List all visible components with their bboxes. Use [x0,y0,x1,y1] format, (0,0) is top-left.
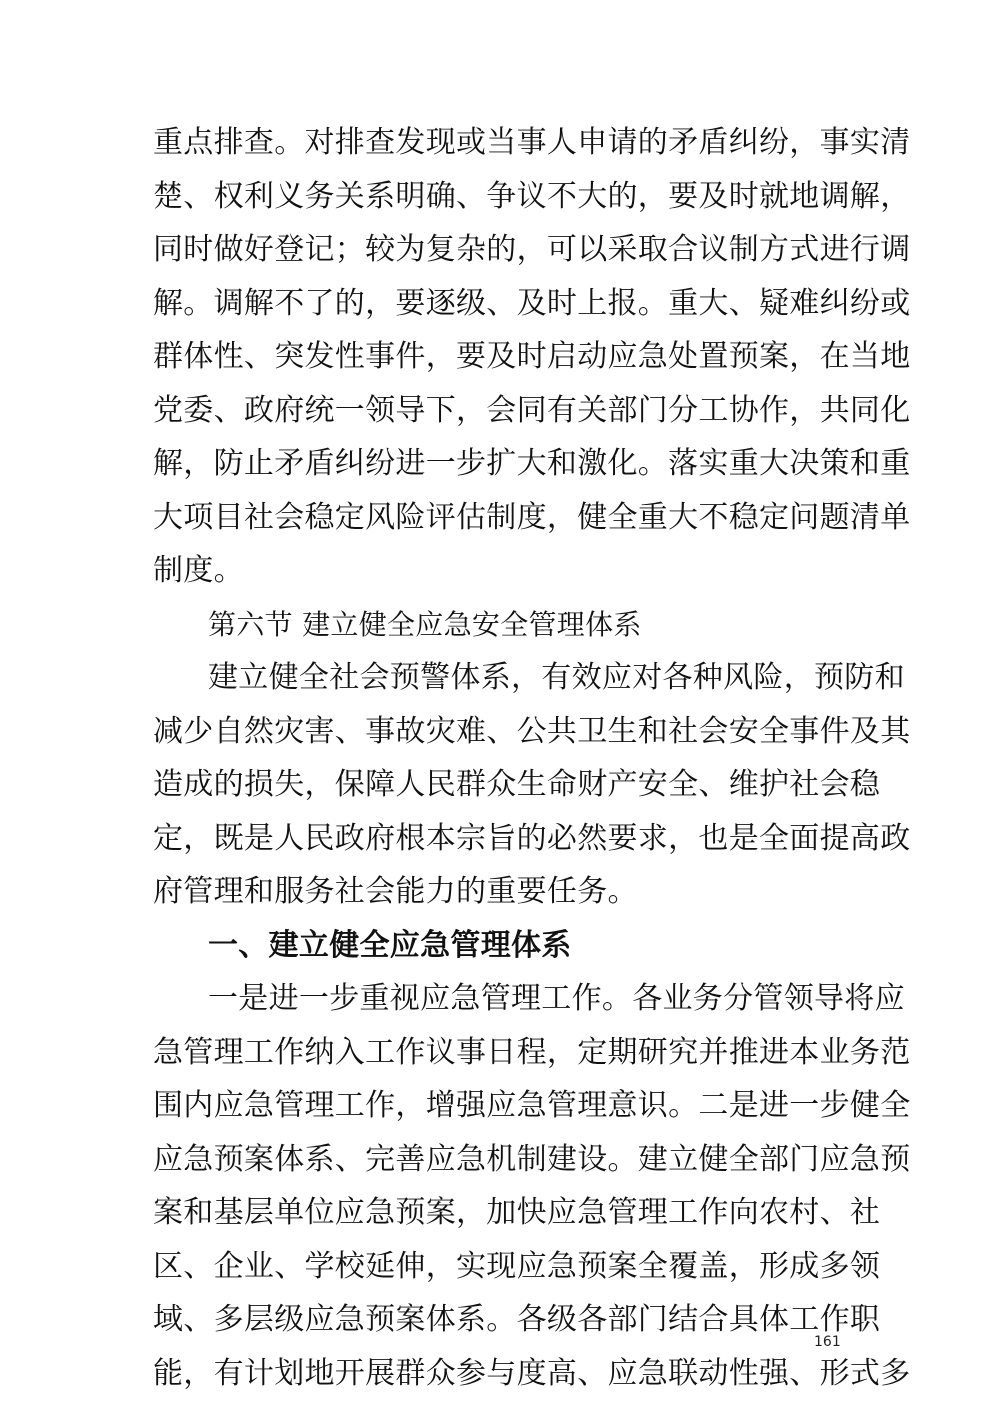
text-line: 解。调解不了的，要逐级、及时上报。重大、疑难纠纷或 [153,286,911,321]
text-line: 党委、政府统一领导下，会同有关部门分工协作，共同化 [153,393,911,428]
text-line: 重点排查。对排查发现或当事人申请的矛盾纠纷，事实清 [153,125,911,160]
text-line: 府管理和服务社会能力的重要任务。 [153,874,638,909]
page-number: 161 [814,1334,841,1350]
text-line: 建立健全社会预警体系，有效应对各种风险，预防和 [208,660,905,695]
subsection-heading: 一、建立健全应急管理体系 [208,928,572,963]
text-line: 减少自然灾害、事故灾难、公共卫生和社会安全事件及其 [153,714,911,749]
text-line: 定，既是人民政府根本宗旨的必然要求，也是全面提高政 [153,821,911,856]
text-line: 大项目社会稳定风险评估制度，健全重大不稳定问题清单 [153,500,911,535]
text-line: 急管理工作纳入工作议事日程，定期研究并推进本业务范 [153,1035,911,1070]
section-heading: 第六节 建立健全应急安全管理体系 [208,608,642,641]
text-line: 群体性、突发性事件，要及时启动应急处置预案，在当地 [153,339,911,374]
text-line: 制度。 [153,553,244,588]
text-line: 同时做好登记；较为复杂的，可以采取合议制方式进行调 [153,232,911,267]
text-line: 域、多层级应急预案体系。各级各部门结合具体工作职 [153,1302,881,1337]
text-line: 解，防止矛盾纠纷进一步扩大和激化。落实重大决策和重 [153,446,911,481]
text-line: 案和基层单位应急预案，加快应急管理工作向农村、社 [153,1195,881,1230]
text-line: 造成的损失，保障人民群众生命财产安全、维护社会稳 [153,767,881,802]
text-line: 一是进一步重视应急管理工作。各业务分管领导将应 [208,981,905,1016]
text-line: 应急预案体系、完善应急机制建设。建立健全部门应急预 [153,1142,911,1177]
text-line: 能，有计划地开展群众参与度高、应急联动性强、形式多 [153,1356,911,1391]
text-line: 楚、权利义务关系明确、争议不大的，要及时就地调解， [153,179,911,214]
text-line: 围内应急管理工作，增强应急管理意识。二是进一步健全 [153,1088,911,1123]
text-line: 区、企业、学校延伸，实现应急预案全覆盖，形成多领 [153,1249,881,1284]
